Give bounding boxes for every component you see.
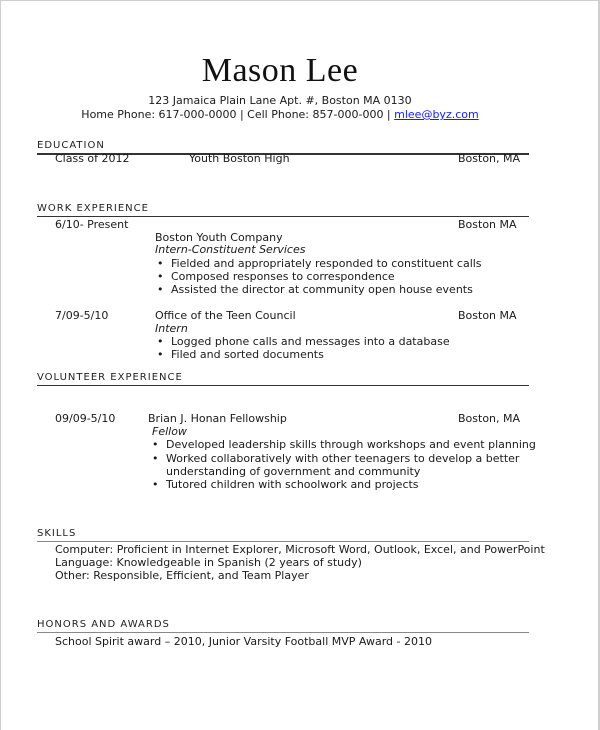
volunteer-rule <box>37 385 529 386</box>
volunteer-role: Fellow <box>152 425 187 438</box>
skills-line: Other: Responsible, Efficient, and Team Player <box>55 569 309 582</box>
job-2-bullet: • Logged phone calls and messages into a database <box>171 335 450 348</box>
honors-heading: HONORS AND AWARDS <box>37 619 170 630</box>
education-location: Boston, MA <box>458 152 521 165</box>
job-1-bullet: • Fielded and appropriately responded to constituent calls <box>171 257 482 270</box>
job-1-bullet: • Composed responses to correspondence <box>171 270 395 283</box>
email-link[interactable]: mlee@byz.com <box>394 108 479 121</box>
skills-line: Language: Knowledgeable in Spanish (2 years of study) <box>55 556 362 569</box>
volunteer-bullet: • Worked collaboratively with other teenagers to develop a better <box>166 452 519 465</box>
job-2-bullet: • Filed and sorted documents <box>171 348 324 361</box>
contact-line <box>0 108 560 122</box>
skills-rule <box>37 541 529 542</box>
education-date: Class of 2012 <box>55 152 130 165</box>
honors-line: School Spirit award – 2010, Junior Varsity Football MVP Award - 2010 <box>55 635 432 648</box>
skills-line: Computer: Proficient in Internet Explorer, Microsoft Word, Outlook, Excel, and PowerPoint <box>55 543 545 556</box>
job-2-location: Boston MA <box>458 309 517 322</box>
job-1-bullet: • Assisted the director at community open house events <box>171 283 473 296</box>
work-heading: WORK EXPERIENCE <box>37 203 149 214</box>
job-1-role: Intern-Constituent Services <box>155 243 306 256</box>
address: 123 Jamaica Plain Lane Apt. #, Boston MA 0130 <box>148 94 412 107</box>
education-heading: EDUCATION <box>37 140 105 151</box>
work-rule <box>37 216 529 217</box>
job-1-org: Boston Youth Company <box>155 231 283 244</box>
education-school: Youth Boston High <box>189 152 290 165</box>
volunteer-bullet: • Developed leadership skills through workshops and event planning <box>166 438 536 451</box>
volunteer-location: Boston, MA <box>458 412 521 425</box>
volunteer-bullet-continuation: understanding of government and community <box>166 465 421 478</box>
phone-numbers: Home Phone: 617-000-0000 | Cell Phone: 857-000-000 | <box>81 108 395 121</box>
job-1-location: Boston MA <box>458 218 517 231</box>
volunteer-org: Brian J. Honan Fellowship <box>148 412 287 425</box>
volunteer-date: 09/09-5/10 <box>55 412 116 425</box>
job-2-role: Intern <box>155 322 188 335</box>
volunteer-bullet: • Tutored children with schoolwork and projects <box>166 478 419 491</box>
skills-heading: SKILLS <box>37 528 77 539</box>
job-2-date: 7/09-5/10 <box>55 309 109 322</box>
resume-name: Mason Lee <box>201 52 359 89</box>
honors-rule <box>37 632 529 633</box>
volunteer-heading: VOLUNTEER EXPERIENCE <box>37 372 183 383</box>
page-border <box>0 0 600 1</box>
job-2-org: Office of the Teen Council <box>155 309 296 322</box>
job-1-date: 6/10- Present <box>55 218 129 231</box>
